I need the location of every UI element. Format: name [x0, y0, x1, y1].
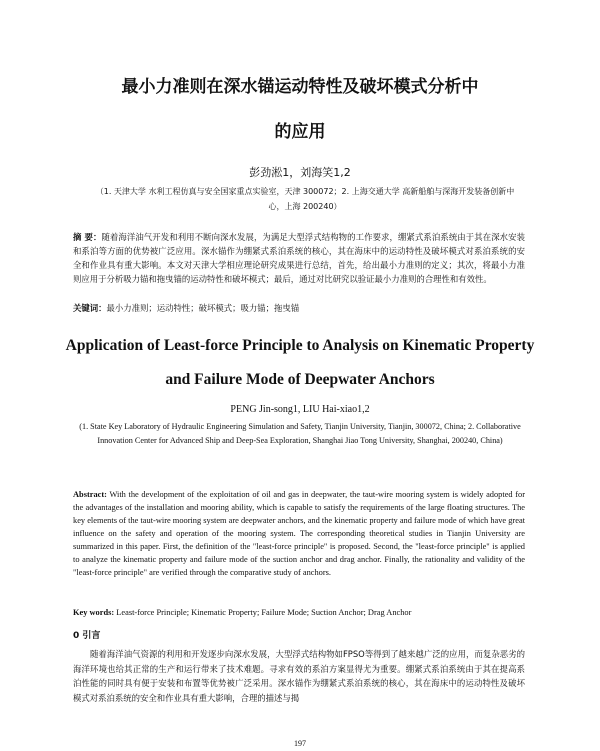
abstract-cn-label: 摘 要：	[73, 232, 102, 242]
title-en-line1: Application of Least-force Principle to Analysis on Kinematic Property	[65, 337, 535, 354]
abstract-cn-text: 随着海洋油气开发和利用不断向深水发展，为满足大型浮式结构物的工作要求，绷紧式系泊系统由于其在深水安装和系泊等方面的优势被广泛应用。深水锚作为绷紧式系泊系统的核心，其在海床中的运动特性及破坏模式对系泊系统的安全和作业具有重大影响。本文对天津大学相应理论研究成果进行总结，首先，给出最小力准则的定义；其次，将最小力准则应用于分析吸力锚和拖曳锚的运动特性和破坏模式；最后，通过对比研究以验证最小力准则的合理性和有效性。	[73, 232, 525, 284]
title-cn-line2: 的应用	[274, 122, 326, 142]
keywords-cn	[73, 301, 525, 315]
page-number: 197	[294, 739, 306, 748]
authors-cn: 彭劲淞1，刘海笑1,2	[249, 166, 351, 179]
keywords-cn-text: 最小力准则；运动特性；破坏模式；吸力锚；拖曳锚	[106, 303, 300, 313]
title-en-line2: and Failure Mode of Deepwater Anchors	[165, 371, 435, 388]
abstract-en-label: Abstract:	[73, 490, 107, 499]
authors-en: PENG Jin-song1, LIU Hai-xiao1,2	[230, 404, 370, 415]
keywords-cn-label: 关键词：	[73, 303, 107, 313]
keywords-en-text: Least-force Principle; Kinematic Property; Failure Mode; Suction Anchor; Drag Anchor	[116, 608, 412, 617]
keywords-en	[73, 606, 525, 620]
abstract-en-text: With the development of the exploitation of oil and gas in deepwater, the taut-wire mooring system is widely adopted for the advantages of the installation and mooring ability, which is capable to satisfy the requirements of the large floating structures. The key elements of the taut-wire mooring system are deepwater anchors, and the kinematic property and failure mode of which have great influence on the safety and operation of the mooring system. The corresponding theoretical studies in Tianjin University are summarized in this paper. First, the definition of the "least-force principle" is proposed. Second, the "least-force principle" is applied to analyze the kinematic property and failure mode of the suction anchor and drag anchor. Finally, the rationality and validity of the "least-force principle" are verified through the comparative study of anchors.	[73, 490, 525, 577]
affiliation-en: (1. State Key Laboratory of Hydraulic Engineering Simulation and Safety, Tianjin University, Tianjin, 300072, China; 2. Collaborative Innovation Center for Advanced Ship and Deep-Sea Exploration, Shanghai Jiao Tong University, Shanghai, 200240, China)	[79, 422, 521, 445]
keywords-en-label: Key words:	[73, 608, 115, 617]
abstract-en	[73, 488, 525, 579]
title-cn-line1: 最小力准则在深水锚运动特性及破坏模式分析中	[121, 77, 479, 97]
section-heading-intro: 0 引言	[73, 631, 101, 641]
abstract-cn	[73, 230, 525, 286]
affiliation-cn: （1. 天津大学 水利工程仿真与安全国家重点实验室，天津 300072；2. 上海交通大学 高新船舶与深海开发装备创新中心，上海 200240）	[95, 187, 515, 211]
section-intro-text: 随着海洋油气资源的利用和开发逐步向深水发展，大型浮式结构物如FPSO等得到了越来越广泛的应用，而复杂恶劣的海洋环境也给其正常的生产和运行带来了技术难题。寻求有效的系泊方案显得尤为重要。绷紧式系泊系统由于其在提高系泊性能的同时具有便于安装和布置等优势被广泛采用。深水锚作为绷紧式系泊系统的核心，其在海床中的运动特性及破坏模式对系泊系统的安全和作业具有重大影响，合理的描述与揭	[73, 649, 525, 703]
